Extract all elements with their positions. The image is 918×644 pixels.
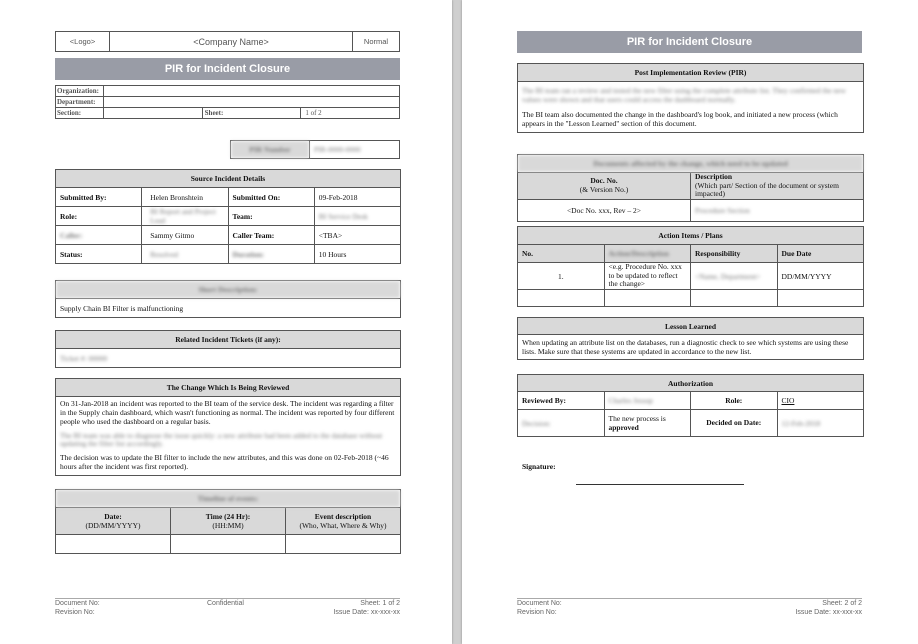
footer-issue-date: Issue Date: xx-xxx-xx [795, 609, 862, 616]
timeline-cell[interactable] [56, 535, 171, 554]
duration-value: 10 Hours [314, 245, 400, 264]
responsibility-header: Responsibility [691, 245, 778, 263]
doc-no-sub: (& Version No.) [579, 184, 629, 194]
decision-label: Decision: [518, 410, 605, 437]
timeline-table [55, 489, 401, 554]
org-value [104, 86, 400, 97]
timeline-event-header [286, 508, 401, 535]
description-header [691, 173, 864, 200]
dept-label: Department: [56, 97, 104, 108]
lesson-learned-text: When updating an attribute list on the databases, run a diagnostic check to see which systems are using these lists. Make sure that these systems are updated in accordance to the new list. [518, 335, 864, 360]
footer-sheet: Sheet: 2 of 2 [822, 600, 862, 607]
action-empty-cell[interactable] [518, 290, 605, 307]
submitted-by-label: Submitted By: [56, 188, 142, 207]
timeline-date-label: Date: [104, 512, 122, 521]
change-reviewed-table [55, 378, 401, 476]
related-tickets-value: Ticket #: 00000 [56, 349, 401, 368]
authorization-table [517, 374, 864, 437]
decision-value [604, 410, 691, 437]
signature-label: Signature: [522, 462, 556, 471]
doc-no-label: Doc. No. [590, 176, 618, 186]
change-paragraph-2: The BI team was able to diagnose the issue quickly: a new attribute had been added to the database without updating the filter list accordingly. [60, 430, 383, 449]
timeline-event-label: Event description [314, 512, 372, 521]
action-empty-cell[interactable] [691, 290, 778, 307]
action-items-title: Action Items / Plans [518, 227, 864, 245]
doc-no-header [518, 173, 691, 200]
classification: Normal [353, 32, 400, 52]
footer-rev-no: Revision No: [55, 609, 95, 616]
role-label: Role: [56, 207, 142, 226]
timeline-cell[interactable] [171, 535, 286, 554]
doc-row-number: <Doc No. xxx, Rev – 2> [518, 199, 691, 221]
caller-team-value: <TBA> [314, 226, 400, 245]
page-title: PIR for Incident Closure [517, 31, 862, 53]
action-row-description: <e.g. Procedure No. xxx to be updated to reflect the change> [604, 263, 691, 290]
section-label: Section: [56, 108, 104, 119]
footer-doc-no: Document No: [517, 600, 562, 607]
action-row-no: 1. [518, 263, 605, 290]
timeline-time-header [171, 508, 286, 535]
action-empty-cell[interactable] [777, 290, 864, 307]
reviewed-by-label: Reviewed By: [518, 392, 605, 410]
short-description-table [55, 280, 401, 318]
related-tickets-table [55, 330, 401, 368]
footer-divider [55, 598, 400, 599]
submitted-on-value: 09-Feb-2018 [314, 188, 400, 207]
duration-label: Duration: [228, 245, 314, 264]
footer-issue-date: Issue Date: xx-xxx-xx [333, 609, 400, 616]
action-no-header: No. [518, 245, 605, 263]
documents-affected-title: Documents affected by the change, which need to be updated [518, 155, 864, 173]
pir-number-box [230, 140, 400, 159]
pir-table [517, 63, 864, 133]
reviewed-by-value: Charles Jessup [604, 392, 691, 410]
short-description-value: Supply Chain BI Filter is malfunctioning [56, 299, 401, 318]
authorization-title: Authorization [518, 375, 864, 392]
action-row-responsibility: <Name, Department> [691, 263, 778, 290]
submitted-by-value: Helen Bronshtein [142, 188, 228, 207]
timeline-date-header [56, 508, 171, 535]
due-date-header: Due Date [777, 245, 864, 263]
decision-text: The new process is [608, 414, 666, 423]
related-tickets-title: Related Incident Tickets (if any): [56, 331, 401, 349]
action-items-table [517, 226, 864, 307]
footer-confidential: Confidential [207, 600, 244, 607]
lesson-learned-table [517, 317, 864, 360]
description-label: Description [695, 172, 733, 181]
doc-row-description: Procedure Section [691, 199, 864, 221]
caller-label: Caller: [56, 226, 142, 245]
decided-on-value: 12-Feb-2018 [777, 410, 864, 437]
pir-title: Post Implementation Review (PIR) [518, 64, 864, 82]
action-description-header: Action/Description [604, 245, 691, 263]
page-1 [0, 0, 452, 644]
timeline-title: Timeline of events: [56, 490, 401, 508]
sheet-label: Sheet: [202, 108, 301, 119]
short-description-title: Short Description: [56, 281, 401, 299]
org-label: Organization: [56, 86, 104, 97]
action-empty-cell[interactable] [604, 290, 691, 307]
timeline-time-label: Time (24 Hr): [205, 512, 251, 521]
change-reviewed-title: The Change Which Is Being Reviewed [56, 379, 401, 397]
change-paragraph-1: On 31-Jan-2018 an incident was reported to the BI team of the service desk. The incident was regarding a filter in the Supply chain dashboard, which wasn't functioning as normal. The incident was reported by four different people who used the dashboard on a regular basis. [60, 399, 395, 426]
footer-doc-no: Document No: [55, 600, 100, 607]
timeline-time-format: (HH:MM) [212, 521, 244, 530]
dept-value [104, 97, 400, 108]
submitted-on-label: Submitted On: [228, 188, 314, 207]
status-label: Status: [56, 245, 142, 264]
team-label: Team: [228, 207, 314, 226]
signature-line[interactable] [576, 484, 744, 485]
role-value: CIO [777, 392, 864, 410]
sheet-value: 1 of 2 [301, 108, 400, 119]
source-incident-table [55, 169, 401, 264]
timeline-cell[interactable] [286, 535, 401, 554]
pir-number-label: PIR Number [231, 141, 310, 159]
status-value: Resolved [142, 245, 228, 264]
header-table [55, 31, 400, 52]
pir-body [518, 82, 864, 133]
decided-on-label: Decided on Date: [691, 410, 778, 437]
footer-divider [517, 598, 862, 599]
decision-approved: approved [608, 423, 639, 432]
timeline-event-format: (Who, What, Where & Why) [299, 521, 387, 530]
pir-number-value: PIR-0000-0000 [310, 141, 400, 159]
meta-table [55, 85, 400, 119]
action-row-due-date: DD/MM/YYYY [777, 263, 864, 290]
documents-affected-table [517, 154, 864, 222]
page-2 [462, 0, 918, 644]
page-title: PIR for Incident Closure [55, 58, 400, 80]
role-value: BI Report and Project Lead [142, 207, 228, 226]
caller-value: Sammy Gitmo [142, 226, 228, 245]
pir-blurred-text: The BI team ran a review and tested the new filter using the complete attribute list. They confirmed the new values were shown and that users could access the dashboard normally. [522, 86, 846, 104]
section-value [104, 108, 203, 119]
change-reviewed-body [56, 397, 401, 476]
timeline-date-format: (DD/MM/YYYY) [85, 521, 141, 530]
change-paragraph-3: The decision was to update the BI filter to include the new attributes, and this was done on 02-Feb-2018 (~46 hours after the incident was first reported). [60, 453, 389, 472]
source-incident-title: Source Incident Details [56, 170, 401, 188]
pir-text: The BI team also documented the change in the dashboard's log book, and initiated a new process (which appears in the "Lesson Learned" section of this document. [522, 110, 838, 128]
logo-placeholder: <Logo> [56, 32, 110, 52]
role-label: Role: [691, 392, 778, 410]
caller-team-label: Caller Team: [228, 226, 314, 245]
team-value: BI Service Desk [314, 207, 400, 226]
footer-rev-no: Revision No: [517, 609, 557, 616]
lesson-learned-title: Lesson Learned [518, 318, 864, 335]
description-sub: (Which part/ Section of the document or system impacted) [695, 180, 839, 199]
footer-sheet: Sheet: 1 of 2 [360, 600, 400, 607]
company-name: <Company Name> [110, 32, 353, 52]
